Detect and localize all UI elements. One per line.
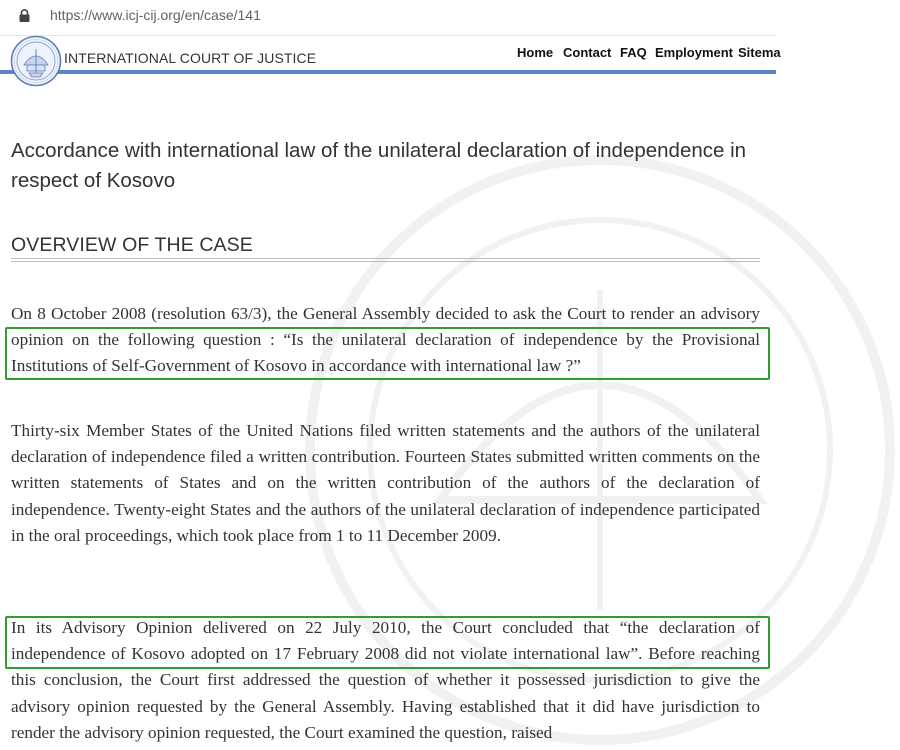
nav-home[interactable]: Home [517, 45, 554, 60]
lock-icon [19, 9, 30, 22]
url-domain: icj-cij.org [125, 7, 181, 23]
paragraph-proceedings: Thirty-six Member States of the United Nations filed written statements and the authors of the unilateral declaration of independence filed a written contribution. Fourteen States submitted written comments on the written statements of States and on the written contribution of the authors of the declaration of independence. Twenty-eight States and the authors of the unilateral declaration of independence participated in the oral proceedings, which took place from 1 to 11 December 2009. [11, 421, 760, 545]
nav-sitemap[interactable]: Sitema [738, 45, 781, 60]
nav-employment[interactable]: Employment [655, 45, 734, 60]
paragraph-opinion: In its Advisory Opinion delivered on 22 July 2010, the Court concluded that “the declaration of independence of Kosovo adopted on 17 February 2008 did not violate international law”. Before reaching this conclusion, the Court first addressed the question of whether it possessed jurisdiction to give the advisory opinion requested by the General Assembly. Having established that it did have jurisdiction to render the advisory opinion requested, the Court examined the question, raised [11, 618, 760, 742]
heading-underline [11, 258, 760, 259]
url-text[interactable] [50, 7, 261, 23]
case-title: Accordance with international law of the unilateral declaration of independence in respect of Kosovo [11, 139, 747, 192]
paragraph-question: On 8 October 2008 (resolution 63/3), the General Assembly decided to ask the Court to render an advisory opinion on the following question : “Is the unilateral declaration of independence by the Provisional Institutions of Self-Government of Kosovo in accordance with international law ?” [11, 304, 760, 376]
highlight-box-conclusion [5, 616, 770, 669]
header-accent-bar [0, 70, 776, 74]
main-nav [0, 45, 781, 63]
heading-underline-secondary [11, 261, 760, 262]
highlight-box-question [5, 327, 770, 380]
address-bar[interactable] [0, 0, 776, 34]
site-name[interactable]: INTERNATIONAL COURT OF JUSTICE [64, 50, 317, 66]
nav-faq[interactable]: FAQ [620, 45, 647, 60]
url-prefix: https://www. [50, 7, 126, 23]
nav-contact[interactable]: Contact [563, 45, 612, 60]
section-heading: OVERVIEW OF THE CASE [11, 234, 253, 256]
url-path: /en/case/141 [180, 7, 261, 23]
